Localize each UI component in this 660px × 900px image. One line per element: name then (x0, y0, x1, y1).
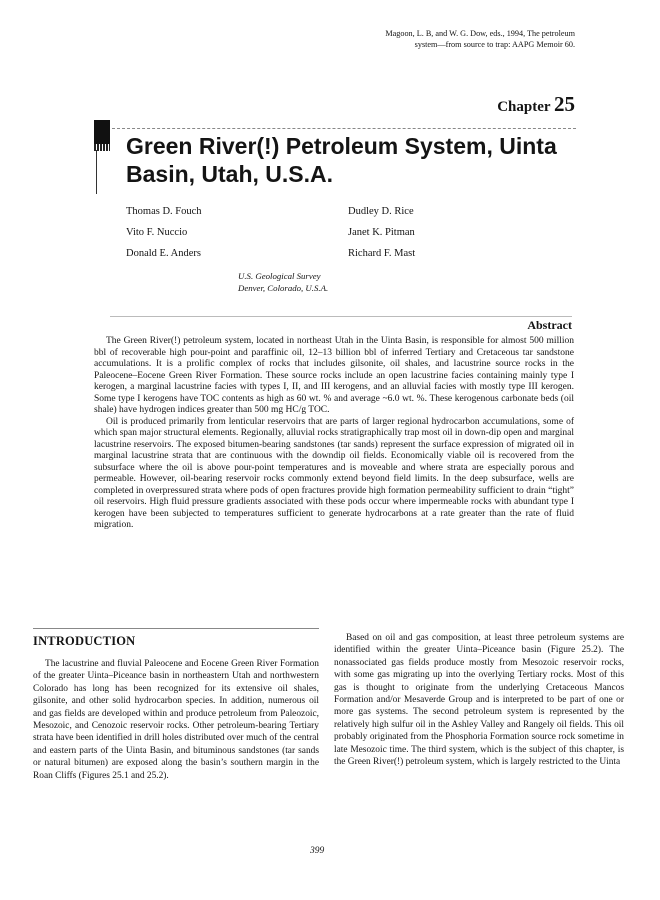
affiliation-line-2: Denver, Colorado, U.S.A. (238, 283, 329, 293)
author-1: Thomas D. Fouch (126, 206, 202, 217)
abstract-body (94, 336, 574, 532)
citation-line-2: system—from source to trap: AAPG Memoir 60. (414, 40, 575, 49)
chapter-word: Chapter (497, 99, 551, 115)
author-4: Dudley D. Rice (348, 206, 414, 217)
author-3: Donald E. Anders (126, 248, 201, 259)
abstract-heading: Abstract (527, 318, 572, 332)
chapter-label (497, 92, 575, 117)
affiliation (238, 270, 438, 294)
affiliation-line-1: U.S. Geological Survey (238, 271, 321, 281)
page-number: 399 (310, 846, 325, 856)
abstract-rule (110, 316, 572, 317)
chapter-block-mark (94, 120, 110, 144)
citation (315, 28, 575, 50)
header-rule (112, 128, 576, 129)
introduction-paragraph-left: The lacustrine and fluvial Paleocene and Eocene Green River Formation of the greater Uinta–Piceance basin in northeastern Utah and northwestern Colorado has long has been recognized for its extensive oil shales, gilsonite, and other solid hydrocarbon species. In addition, numerous oil and gas fields are developed within and produce petroleum from Paleozoic, Mesozoic, and Cenozoic reservoir rocks. Other petroleum-bearing Tertiary strata have been identified in drill holes distributed over much of the central and eastern parts of the Uinta Basin, and bituminous sandstones (tar sands or natural bitumen) are exposed along the basin’s southern margin in the Roan Cliffs (Figures 25.1 and 25.2). (33, 659, 319, 781)
left-column (33, 658, 319, 782)
author-2: Vito F. Nuccio (126, 227, 188, 238)
right-column (334, 632, 624, 768)
title-side-rule (96, 150, 97, 194)
abstract-paragraph-1: The Green River(!) petroleum system, located in northeast Utah in the Uinta Basin, is responsible for almost 500 million bbl of recoverable high pour-point and paraffinic oil, 12–13 billion bbl of inferred Tertiary and Cretaceous tar sandstone accumulations. It is a prolific complex of rocks that includes gilsonite, oil shales, and lacustrine source rocks in the Paleocene–Eocene Green River Formation. These source rocks include an open lacustrine facies containing mainly type I kerogen, a marginal lacustrine facies with types I, II, and III kerogens, and an alluvial facies with mostly type III kerogen. Some type I kerogens have TOC contents as high as 60 wt. % and average ~6.0 wt. %. These kerogenous carbonate beds (oil shale) have hydrogen indices greater than 500 mg HC/g TOC. (94, 336, 574, 415)
author-6: Richard F. Mast (348, 248, 416, 259)
paper-title (126, 132, 566, 188)
citation-line-1: Magoon, L. B, and W. G. Dow, eds., 1994, The petroleum (385, 29, 575, 38)
title-line-2: Basin, Utah, U.S.A. (126, 161, 334, 187)
author-5: Janet K. Pitman (348, 227, 415, 238)
introduction-rule (33, 628, 319, 629)
abstract-paragraph-2: Oil is produced primarily from lenticular reservoirs that are parts of larger regional hydrocarbon accumulations, some of which span major structural elements. Regionally, alluvial rocks stratigraphically trap most oil in down-dip open and marginal lacustrine reservoirs. The exposed bitumen-bearing sandstones (tar sands) represent the surface expression of migrated oil in marginal lacustrine strata that are continuous with the downdip oil fields. Economically viable oil is recovered from the subsurface where the oil is above pour-point temperatures and is moveable and where strata are especially porous and permeable. However, oil-bearing reservoir rocks commonly extend beyond field limits. In the deep subsurface, wells are completed in overpressured strata where pods of open fractures provide high formation permeability sufficient to drain “tight” oil reservoirs. High fluid pressure gradients associated with these pods occur where impermeable rocks with abundant type I kerogen have been subjected to temperatures sufficient to generate hydrocarbons at a rate greater than the rate of fluid migration. (94, 416, 574, 530)
title-line-1: Green River(!) Petroleum System, Uinta (126, 133, 557, 159)
chapter-number: 25 (554, 92, 575, 116)
introduction-paragraph-right: Based on oil and gas composition, at least three petroleum systems are identified within the greater Uinta–Piceance basin (Figure 25.2). The nonassociated gas fields produce mostly from Mesozoic reservoir rocks, with some gas migrating up into the overlying Tertiary rocks. Most of this gas is thought to originate from the underlying Cretaceous Mancos Formation and/or Mesaverde Group and is interpreted to be part of one or more gas systems. The second petroleum system is represented by the relatively high sulfur oil in the Ashley Valley and Rangely oil fields. This oil probably originated from the Phosphoria Formation source rock sometime in late Mesozoic time. The third system, which is the subject of this chapter, is the Green River(!) petroleum system, which is largely restricted to the Uinta (334, 633, 624, 768)
introduction-heading: INTRODUCTION (33, 634, 136, 648)
